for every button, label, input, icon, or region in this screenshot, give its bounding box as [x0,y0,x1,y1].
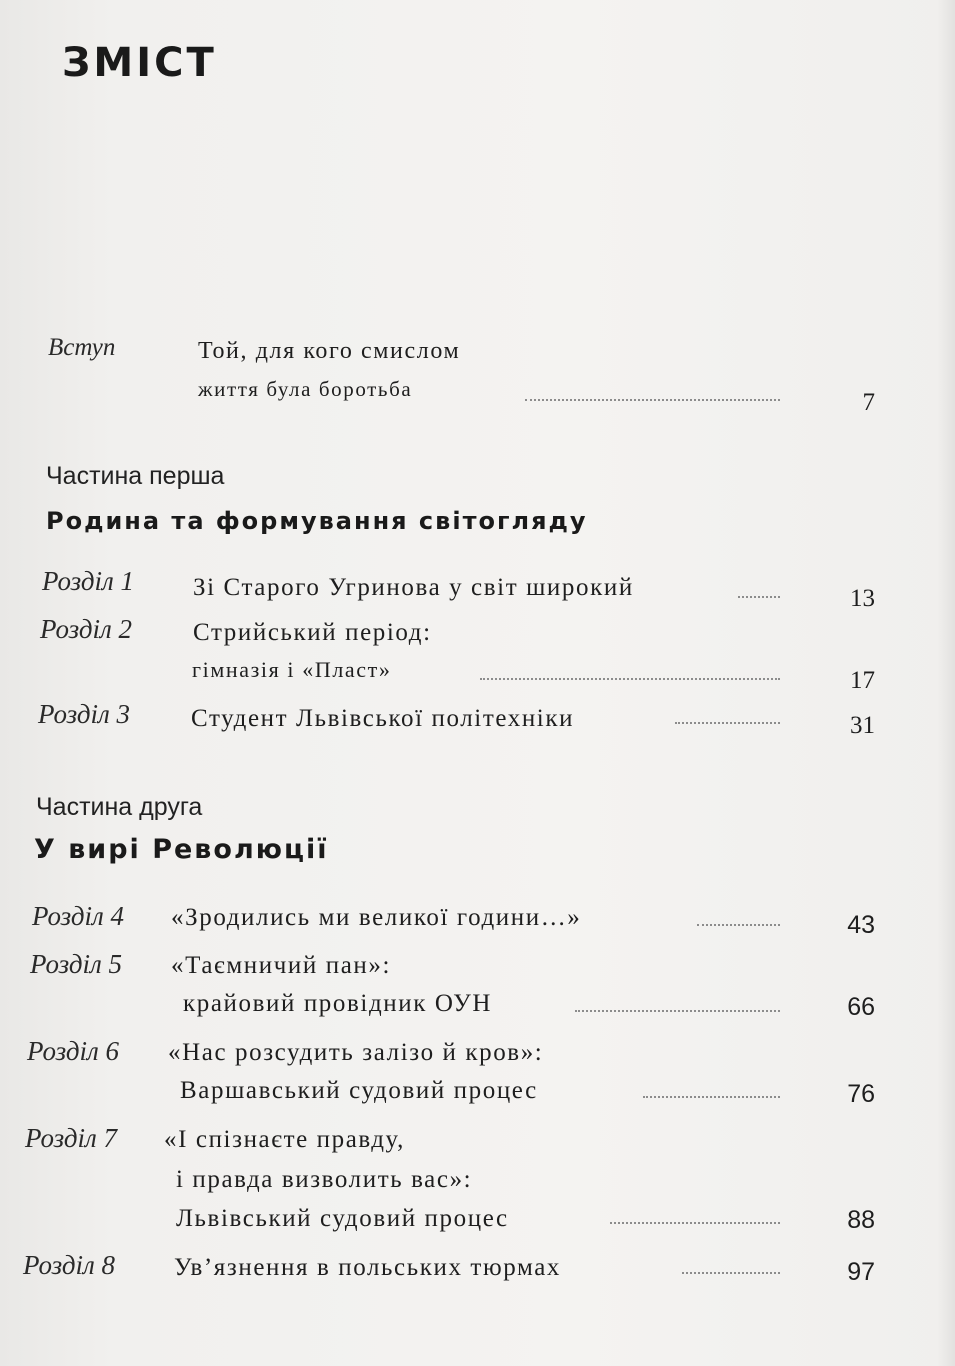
chapter-6-leader-dots [643,1096,780,1098]
page-edge-shadow [937,0,955,1366]
chapter-5-title-line2: крайовий провідник ОУН [183,990,493,1017]
chapter-3-label: Розділ 3 [38,699,131,729]
chapter-2-title-line1: Стрийський період: [193,619,432,646]
chapter-7-title-line2: і правда визволить вас»: [176,1166,473,1193]
chapter-5-label: Розділ 5 [30,949,123,979]
chapter-2-page-number: 17 [850,667,875,694]
chapter-3-title: Студент Львівської політехніки [191,705,575,732]
intro-label: Вступ [48,334,116,361]
chapter-3-page-number: 31 [850,712,875,739]
part1-title: Родина та формування світогляду [46,507,588,535]
chapter-8-title: Ув’язнення в польських тюрмах [174,1254,561,1281]
chapter-1-page-number: 13 [850,585,875,612]
chapter-7-page-number: 88 [847,1206,875,1234]
chapter-8-label: Розділ 8 [23,1250,116,1280]
chapter-7-title-line1: «І спізнаєте правду, [164,1126,405,1153]
chapter-7-label: Розділ 7 [25,1123,118,1153]
chapter-7-leader-dots [610,1222,780,1224]
chapter-2-title-line2: гімназія і «Пласт» [192,657,392,682]
intro-page-number: 7 [862,389,875,416]
intro-title-line1: Той, для кого смислом [198,338,461,364]
chapter-4-leader-dots [697,924,780,926]
chapter-5-title-line1: «Таємничий пан»: [171,952,392,979]
intro-title-line2: життя була боротьба [198,377,413,401]
chapter-1-leader-dots [738,596,780,598]
chapter-8-leader-dots [682,1272,780,1274]
page-title: ЗМІСТ [62,40,217,86]
chapter-2-leader-dots [480,678,780,680]
part1-label: Частина перша [46,462,225,490]
intro-leader-dots [525,399,780,401]
part2-label: Частина друга [36,793,203,821]
chapter-1-label: Розділ 1 [42,566,135,596]
chapter-7-title-line3: Львівський судовий процес [176,1205,509,1232]
chapter-4-page-number: 43 [847,911,875,939]
chapter-1-title: Зі Старого Угринова у світ широкий [193,574,634,601]
chapter-5-leader-dots [575,1010,780,1012]
chapter-2-label: Розділ 2 [40,614,133,644]
chapter-4-label: Розділ 4 [32,901,125,931]
chapter-3-leader-dots [675,722,780,724]
chapter-6-title-line1: «Нас розсудить залізо й кров»: [168,1039,544,1066]
chapter-6-label: Розділ 6 [27,1036,120,1066]
part2-title: У вирі Революції [34,834,329,865]
chapter-6-page-number: 76 [847,1080,875,1108]
chapter-8-page-number: 97 [847,1258,875,1286]
chapter-6-title-line2: Варшавський судовий процес [180,1077,538,1104]
chapter-5-page-number: 66 [847,993,875,1021]
chapter-4-title: «Зродились ми великої години…» [171,904,582,931]
